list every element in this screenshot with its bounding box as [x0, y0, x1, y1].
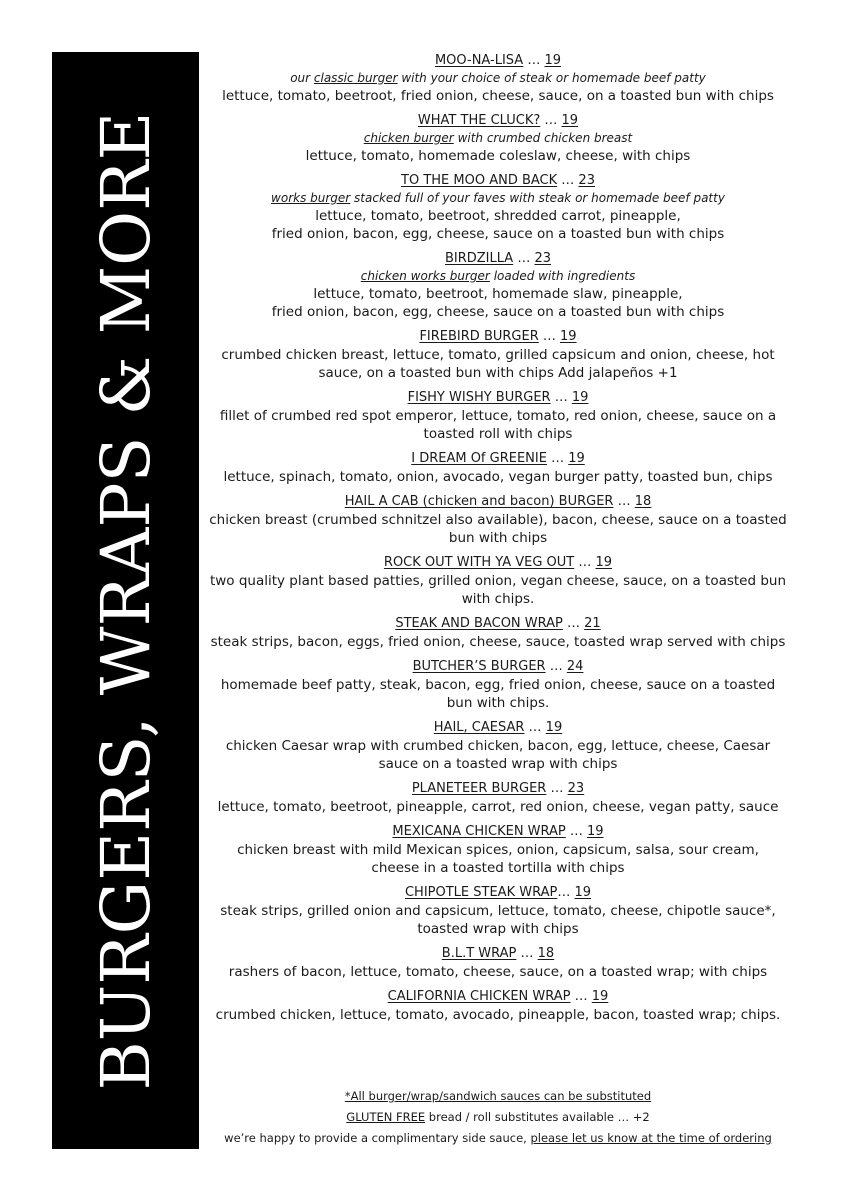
menu-item [200, 328, 796, 382]
menu-item [200, 250, 796, 321]
item-description: homemade beef patty, steak, bacon, egg, fried onion, cheese, sauce on a toasted bun with chips. [220, 677, 776, 711]
item-heading [200, 615, 796, 633]
item-description: two quality plant based patties, grilled onion, vegan cheese, sauce, on a toasted bun with chips. [209, 573, 787, 607]
item-description: lettuce, tomato, beetroot, homemade slaw, pineapple, fried onion, bacon, egg, cheese, sauce on a toasted bun with chips [271, 286, 725, 320]
menu-item [200, 988, 796, 1024]
item-description: lettuce, tomato, beetroot, shredded carrot, pineapple, fried onion, bacon, egg, cheese, sauce on a toasted bun with chips [271, 208, 725, 242]
item-heading [200, 52, 796, 70]
menu-item [200, 719, 796, 773]
item-name: FIREBIRD BURGER [419, 329, 539, 344]
item-heading [200, 328, 796, 346]
item-description: steak strips, grilled onion and capsicum, lettuce, tomato, cheese, chipotle sauce*, toasted wrap with chips [220, 903, 776, 937]
item-description: fillet of crumbed red spot emperor, lettuce, tomato, red onion, cheese, sauce on a toasted roll with chips [219, 408, 777, 442]
item-description: chicken Caesar wrap with crumbed chicken, bacon, egg, lettuce, cheese, Caesar sauce on a toasted wrap with chips [225, 738, 771, 772]
price-separator: … [545, 659, 567, 674]
item-name: BUTCHER’S BURGER [412, 659, 546, 674]
item-price: 19 [587, 824, 604, 839]
price-separator: … [546, 451, 569, 466]
item-subtitle-part: with your choice of steak or homemade beef patty [397, 71, 706, 85]
footer-notes [200, 1086, 796, 1149]
item-price: 18 [634, 494, 652, 509]
item-name: BIRDZILLA [444, 251, 514, 266]
item-name: B.L.T WRAP [441, 946, 517, 961]
price-separator: … [523, 53, 545, 68]
menu-item [200, 493, 796, 547]
menu-list [200, 52, 796, 1031]
item-description: crumbed chicken breast, lettuce, tomato, grilled capsicum and onion, cheese, hot sauce, on a toasted bun with chips Add jalapeños +1 [221, 347, 775, 381]
item-heading [200, 250, 796, 268]
item-heading [200, 884, 796, 902]
item-heading [200, 780, 796, 798]
menu-item [200, 172, 796, 243]
item-description: lettuce, tomato, beetroot, fried onion, cheese, sauce, on a toasted bun with chips [222, 88, 774, 104]
item-description: lettuce, tomato, homemade coleslaw, cheese, with chips [305, 148, 691, 164]
item-description: crumbed chicken, lettuce, tomato, avocado, pineapple, bacon, toasted wrap; chips. [215, 1007, 781, 1023]
item-price: 23 [567, 781, 585, 796]
item-name: STEAK AND BACON WRAP [395, 616, 563, 631]
item-description: rashers of bacon, lettuce, tomato, cheese, sauce, on a toasted wrap; with chips [228, 964, 768, 980]
item-name: PLANETEER BURGER [411, 781, 547, 796]
item-heading [200, 389, 796, 407]
item-price: 19 [544, 53, 562, 68]
item-subtitle [200, 190, 796, 207]
item-description: chicken breast with mild Mexican spices, onion, capsicum, salsa, sour cream, cheese in a toasted tortilla with chips [237, 842, 759, 876]
price-separator: … [562, 616, 585, 631]
item-heading [200, 450, 796, 468]
price-separator: … [557, 885, 575, 900]
price-separator: … [524, 720, 546, 735]
side-banner [52, 52, 199, 1149]
item-heading [200, 823, 796, 841]
menu-item [200, 389, 796, 443]
item-name: TO THE MOO AND BACK [401, 173, 558, 188]
item-heading [200, 112, 796, 130]
menu-item [200, 884, 796, 938]
item-price: 21 [584, 616, 601, 631]
menu-item [200, 52, 796, 105]
item-subtitle-part: chicken works burger [360, 269, 490, 283]
item-price: 23 [578, 173, 595, 188]
price-separator: … [546, 781, 568, 796]
item-name: MEXICANA CHICKEN WRAP [392, 824, 566, 839]
menu-item [200, 615, 796, 651]
menu-item [200, 945, 796, 981]
item-price: 19 [571, 390, 589, 405]
item-heading [200, 945, 796, 963]
item-subtitle-part: our [290, 71, 314, 85]
section-title: BURGERS, WRAPS & MORE [86, 111, 165, 1090]
price-separator: … [550, 390, 572, 405]
item-price: 19 [561, 113, 579, 128]
item-heading [200, 658, 796, 676]
side-sauce-note: we’re happy to provide a complimentary side sauce, please let us know at the time of ordering [224, 1131, 772, 1145]
item-name: WHAT THE CLUCK? [417, 113, 541, 128]
item-name: I DREAM Of GREENIE [411, 451, 547, 466]
item-price: 19 [568, 451, 585, 466]
item-price: 19 [560, 329, 577, 344]
item-price: 19 [574, 885, 592, 900]
item-price: 19 [595, 555, 613, 570]
gluten-free-note: GLUTEN FREE bread / roll substitutes available … +2 [346, 1110, 650, 1124]
item-heading [200, 719, 796, 737]
item-price: 18 [537, 946, 555, 961]
item-name: MOO-NA-LISA [434, 53, 524, 68]
item-subtitle-part: classic burger [313, 71, 398, 85]
price-separator: … [557, 173, 579, 188]
item-name: CHIPOTLE STEAK WRAP [404, 885, 558, 900]
item-subtitle-part: chicken burger [363, 131, 454, 145]
item-heading [200, 493, 796, 511]
price-separator: … [516, 946, 538, 961]
menu-item [200, 823, 796, 877]
item-heading [200, 172, 796, 190]
item-name: CALIFORNIA CHICKEN WRAP [387, 989, 571, 1004]
item-price: 24 [566, 659, 584, 674]
price-separator: … [513, 251, 535, 266]
item-subtitle-part: with crumbed chicken breast [453, 131, 633, 145]
item-price: 19 [545, 720, 563, 735]
price-separator: … [574, 555, 596, 570]
item-heading [200, 988, 796, 1006]
menu-item [200, 658, 796, 712]
item-price: 23 [534, 251, 552, 266]
item-description: steak strips, bacon, eggs, fried onion, cheese, sauce, toasted wrap served with chips [210, 634, 786, 650]
price-separator: … [565, 824, 588, 839]
price-separator: … [538, 329, 560, 344]
price-separator: … [613, 494, 635, 509]
price-separator: … [570, 989, 592, 1004]
item-subtitle-part: works burger [271, 191, 351, 205]
menu-item [200, 112, 796, 165]
item-name: HAIL, CAESAR [433, 720, 525, 735]
price-separator: … [540, 113, 562, 128]
menu-item [200, 554, 796, 608]
item-name: HAIL A CAB (chicken and bacon) BURGER [344, 494, 614, 509]
item-description: chicken breast (crumbed schnitzel also available), bacon, cheese, sauce on a toasted bun with chips [209, 512, 787, 546]
sauce-note: *All burger/wrap/sandwich sauces can be substituted [344, 1089, 652, 1103]
item-description: lettuce, spinach, tomato, onion, avocado, vegan burger patty, toasted bun, chips [223, 469, 773, 485]
item-subtitle [200, 70, 796, 87]
item-subtitle-part: loaded with ingredients [489, 269, 636, 283]
menu-item [200, 780, 796, 816]
item-name: ROCK OUT WITH YA VEG OUT [383, 555, 575, 570]
item-subtitle [200, 268, 796, 285]
item-price: 19 [591, 989, 609, 1004]
item-subtitle [200, 130, 796, 147]
item-subtitle-part: stacked full of your faves with steak or homemade beef patty [350, 191, 725, 205]
menu-item [200, 450, 796, 486]
item-description: lettuce, tomato, beetroot, pineapple, carrot, red onion, cheese, vegan patty, sauce [217, 799, 779, 815]
item-heading [200, 554, 796, 572]
item-name: FISHY WISHY BURGER [407, 390, 551, 405]
